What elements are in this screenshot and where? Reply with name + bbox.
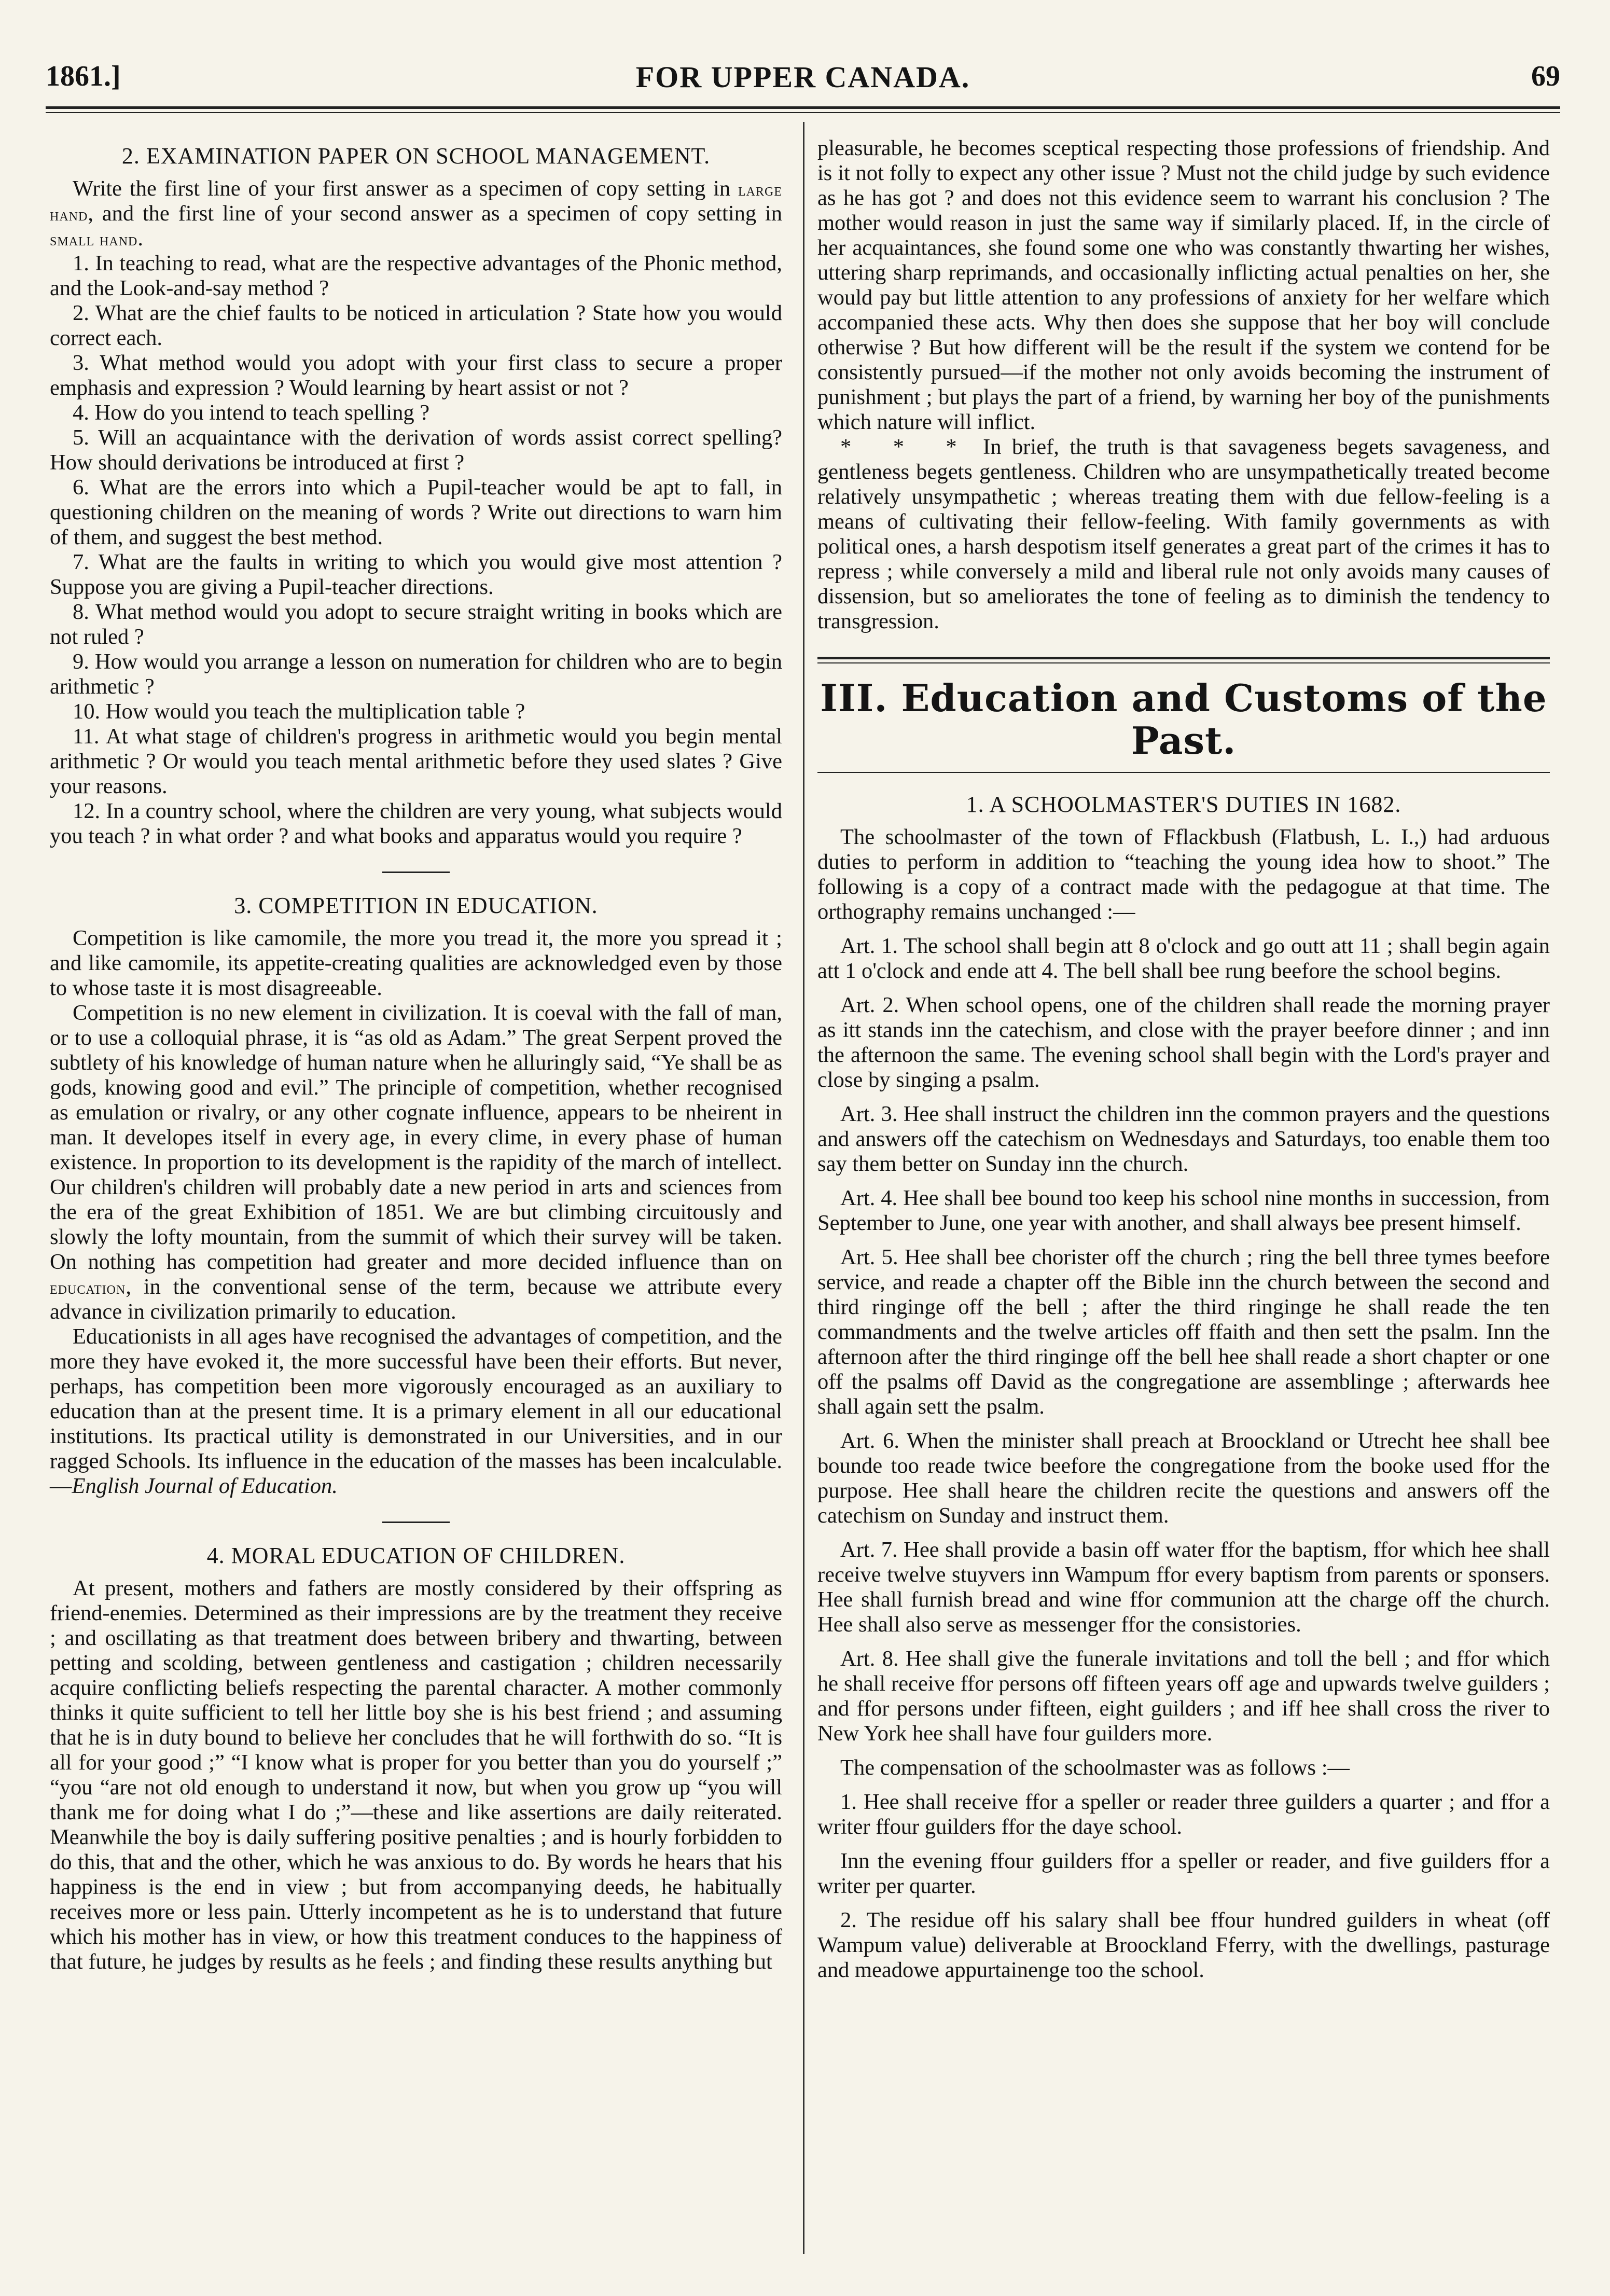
- compensation-item: 2. The residue off his salary shall bee ffour hundred guilders in wheat (off Wampum value) deliverable at Broockland Fferry, with the dwellings, pasturage and meadowe appurtainenge too the school.: [817, 1908, 1550, 1983]
- moral-paragraph-continued: pleasurable, he becomes sceptical respecting those professions of friendship. And is it not folly to expect any other issue ? Must not the child judge by such evidence as he has got ? and does not this evidence seem to warrant his conclusion ? The mother would reason in just the same way if similarly placed. If, in the circle of her acquaintances, she found some one who was constantly thwarting her wishes, uttering sharp reprimands, and occasionally inflicting actual penalties on her, she would pay but little attention to any professions of anxiety for her welfare which accompanied these acts. Why then does she suppose that her boy will conclude otherwise ? But how different will be the result if the system we contend for be consistently pursued—if the mother not only avoids becoming the instrument of punishment ; but plays the part of a friend, by warning her boy of the punishments which nature will inflict.: [817, 136, 1550, 435]
- ellipsis-stars: * * *: [840, 435, 973, 460]
- exam-question: 3. What method would you adopt with your first class to secure a proper emphasis and expression ? Would learning by heart assist or not ?: [50, 350, 782, 400]
- article: Art. 4. Hee shall bee bound too keep his school nine months in succession, from September to June, one year with another, and shall always bee present himself.: [817, 1185, 1550, 1235]
- compensation-intro: The compensation of the schoolmaster was as follows :—: [840, 1755, 1350, 1780]
- section-separator: [382, 872, 450, 873]
- header-year: 1861.]: [46, 60, 121, 92]
- exam-question: 7. What are the faults in writing to which you would give most attention ? Suppose you are giving a Pupil-teacher directions.: [50, 549, 782, 599]
- exam-question: 6. What are the errors into which a Pupil-teacher would be apt to fall, in questioning children on the meaning of words ? Write out directions to warn him of them, and suggest the best method.: [50, 475, 782, 549]
- header-title: FOR UPPER CANADA.: [635, 60, 970, 94]
- competition-source: English Journal of Education.: [72, 1474, 338, 1499]
- section-rule-bottom: [817, 772, 1550, 773]
- exam-question: 5. Will an acquaintance with the derivation of words assist correct spelling? How should derivations be introduced at first ?: [50, 425, 782, 475]
- compensation-item: 1. Hee shall receive ffor a speller or reader three guilders a quarter ; and ffor a writer ffour guilders ffor the daye school.: [817, 1790, 1550, 1839]
- exam-question: 4. How do you intend to teach spelling ?: [73, 400, 430, 425]
- exam-question: 11. At what stage of children's progress in arithmetic would you begin mental arithmetic ? Or would you teach mental arithmetic before they used slates ? Give your reasons.: [50, 724, 782, 799]
- section-title: III. Education and Customs of the Past.: [820, 676, 1547, 763]
- duties-heading: 1. A SCHOOLMASTER'S DUTIES IN 1682.: [966, 792, 1401, 818]
- competition-paragraph: [50, 1001, 782, 1324]
- competition-paragraph: [50, 1324, 782, 1499]
- article: Art. 8. Hee shall give the funerale invitations and toll the bell ; and ffor which he shall receive ffor persons off fifteen years off age and upwards twelve guilders ; and ffor persons under fifteen, eight guilders ; and iff hee shall cross the river to New York hee shall have four guilders more.: [817, 1647, 1550, 1746]
- exam-intro-text-c: .: [137, 226, 143, 251]
- compensation-item: Inn the evening ffour guilders ffor a speller or reader, and five guilders ffor a writer per quarter.: [817, 1849, 1550, 1899]
- article: Art. 2. When school opens, one of the children shall reade the morning prayer as itt stands inn the catechism, and close with the prayer beefore dinner ; and inn the afternoon the same. The evening school shall begin with the Lord's prayer and close by singing a psalm.: [817, 992, 1550, 1092]
- article: Art. 7. Hee shall provide a basin off water ffor the baptism, ffor which hee shall receive twelve stuyvers inn Wampum ffor every baptism from parents or sponsers. Hee shall furnish bread and wine ffor communion att the charge off the church. Hee shall also serve as messenger ffor the consistories.: [817, 1538, 1550, 1637]
- article: Art. 5. Hee shall bee chorister off the church ; ring the bell three tymes beefore service, and reade a chapter off the Bible inn the church between the second and third ringinge off the bell ; after the third ringinge he shall reade the ten commandments and the twelve articles off ffaith and then sett the psalm. Inn the afternoon after the third ringinge off the bell hee shall reade a short chapter or one off the psalms off David as the congregatione are assemblinge ; afterwards hee shall again sett the psalm.: [817, 1244, 1550, 1419]
- duties-intro: The schoolmaster of the town of Fflackbush (Flatbush, L. I.,) had arduous duties to perform in addition to “teaching the young idea how to shoot.” The following is a copy of a contract made with the pedagogue at that time. The orthography remains unchanged :—: [817, 824, 1550, 924]
- header-rule-thin: [46, 112, 1560, 113]
- exam-intro-small-hand: small hand: [50, 229, 138, 250]
- exam-question: 10. How would you teach the multiplication table ?: [73, 699, 525, 724]
- moral-paragraph: At present, mothers and fathers are mostly considered by their offspring as friend-enemies. Determined as their impressions are by the treatment they receive ; and oscillating as that treatment does between bribery and thwarting, between petting and scolding, between gentleness and castigation ; children necessarily acquire conflicting beliefs respecting the parental character. A mother commonly thinks it quite sufficient to tell her little boy she is his best friend ; and assuming that he is in duty bound to believe her concludes that he will forthwith do so. “It is all for your good ;” “I know what is proper for you better than you do yourself ;” “you “are not old enough to understand it now, but when you grow up “you will thank me for doing what I do ;”—these and like assertions are daily reiterated. Meanwhile the boy is daily suffering positive penalties ; and is hourly forbidden to do this, that and the other, which he was anxious to do. By words he hears that his happiness is the end in view ; but from accompanying deeds, he habitually receives more or less pain. Utterly incompetent as he is to understand that future which his mother has in view, or how this treatment conduces to the happiness of that future, he judges by results as he feels ; and finding these results anything but: [50, 1575, 782, 1974]
- article: Art. 1. The school shall begin att 8 o'clock and go outt att 11 ; shall begin again att 1 o'clock and ende att 4. The bell shall bee rung beefore the school begins.: [817, 933, 1550, 983]
- exam-question: 8. What method would you adopt to secure straight writing in books which are not ruled ?: [50, 599, 782, 649]
- column-divider: [803, 122, 804, 2254]
- exam-intro-text-a: Write the first line of your first answer as a specimen of copy setting in: [73, 176, 738, 201]
- article: Art. 6. When the minister shall preach at Broockland or Utrecht hee shall bee bounde too reade twice beefore the congregatione from the booke used ffor the purpose. Hee shall heare the children recite the questions and answers off the catechism on Sunday and instruct them.: [817, 1429, 1550, 1528]
- header-rule: [46, 106, 1560, 109]
- exam-question: 9. How would you arrange a lesson on numeration for children who are to begin arithmetic ?: [50, 649, 782, 699]
- exam-intro: [50, 176, 782, 251]
- competition-text-b: , in the conventional sense of the term, because we attribute every advance in civilization primarily to education.: [50, 1275, 782, 1324]
- section-rule-thin: [817, 662, 1550, 663]
- exam-intro-large-hand: large hand: [50, 179, 782, 225]
- exam-heading: 2. EXAMINATION PAPER ON SCHOOL MANAGEMENT.: [121, 143, 711, 169]
- article: Art. 3. Hee shall instruct the children inn the common prayers and the questions and answers off the catechism on Wednesdays and Saturdays, too enable them too say them better on Sunday inn the church.: [817, 1101, 1550, 1176]
- right-column: [817, 136, 1550, 1983]
- competition-text-c: Educationists in all ages have recognised the advantages of competition, and the more they have evoked it, the more successful have been their efforts. But never, perhaps, has competition been more vigorously encouraged as an auxiliary to education than at the present time. It is a primary element in all our educational institutions. Its practical utility is demonstrated in our Universities, and in our ragged Schools. Its influence in the education of the masses has been incalculable.—: [50, 1324, 782, 1499]
- moral-text: In brief, the truth is that savageness begets savageness, and gentleness begets gentleness. Children who are unsympathetically treated become relatively unsympathetic ; whereas treating them with due fellow-feeling is a means of cultivating their fellow-feeling. With family governments as with political ones, a harsh despotism itself generates a great part of the crimes it has to repress ; while conversely a mild and liberal rule not only avoids many causes of dissension, but so ameliorates the tone of feeling as to diminish the tendency to transgression.: [817, 435, 1550, 634]
- exam-question: 12. In a country school, where the children are very young, what subjects would you teach ? in what order ? and what books and apparatus would you require ?: [50, 799, 782, 849]
- exam-question: 1. In teaching to read, what are the respective advantages of the Phonic method, and the Look-and-say method ?: [50, 251, 782, 300]
- left-column: [50, 140, 782, 1974]
- competition-heading: 3. COMPETITION IN EDUCATION.: [234, 893, 598, 919]
- section-rule-thick: [817, 657, 1550, 659]
- competition-text-a: Competition is no new element in civilization. It is coeval with the fall of man, or to use a colloquial phrase, it is “as old as Adam.” The great Serpent proved the subtlety of his knowledge of human nature when he alluringly said, “Ye shall be as gods, knowing good and evil.” The principle of competition, whether recognised as emulation or rivalry, or any other cognate influence, appears to be nheirent in man. It developes itself in every age, in every clime, in every phase of human existence. In proportion to its development is the rapidity of the march of intellect. Our children's children will probably date a new period in arts and sciences from the era of the great Exhibition of 1851. We are but climbing circuitously and slowly the lofty mountain, from the summit of which their survey will be taken. On nothing has competition had greater and more decided influence than on: [50, 1000, 782, 1275]
- exam-question: 2. What are the chief faults to be noticed in articulation ? State how you would correct each.: [50, 300, 782, 350]
- moral-heading: 4. MORAL EDUCATION OF CHILDREN.: [206, 1543, 626, 1569]
- page-number: 69: [1531, 60, 1560, 92]
- section-separator: [382, 1522, 450, 1523]
- competition-paragraph: Competition is like camomile, the more you tread it, the more you spread it ; and like camomile, its appetite-creating qualities are acknowledged even by those to whose taste it is most disagreeable.: [50, 925, 782, 1000]
- moral-paragraph: [817, 435, 1550, 634]
- competition-education-word: education: [50, 1278, 126, 1298]
- exam-intro-text-b: , and the first line of your second answer as a specimen of copy setting in: [88, 201, 782, 226]
